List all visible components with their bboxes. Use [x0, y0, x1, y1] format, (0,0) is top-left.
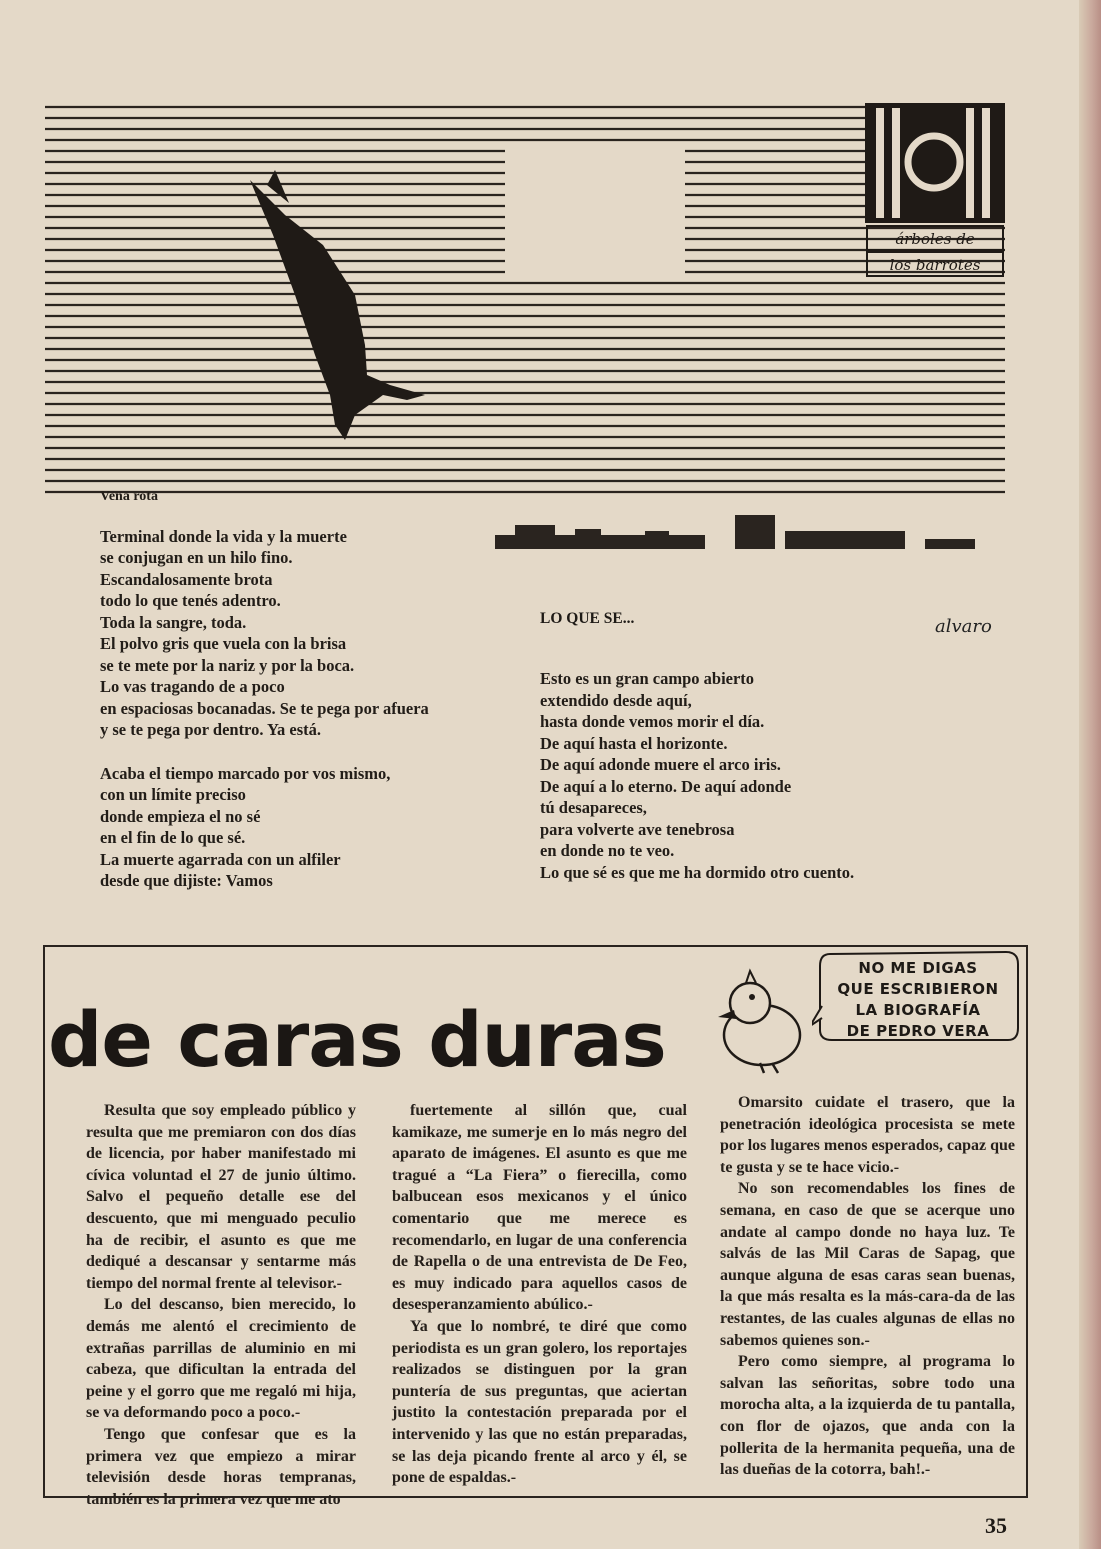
text-line: Escandalosamente brota [100, 569, 273, 589]
poem-title: Vena rota [100, 489, 158, 504]
text-line: en el fin de lo que sé. [100, 828, 246, 847]
poem-stanza-2 [100, 763, 530, 892]
text-line: La muerte agarrada con un alfiler [100, 849, 341, 869]
article-column-1 [86, 1100, 356, 1510]
text-line: Tengo que confesar que es la primera vez que empiezo a mirar televisión desde horas tempranas, también es la primera vez que me ato [86, 1425, 356, 1508]
poem2-lines [540, 668, 920, 883]
logo-line1: árboles de [895, 230, 975, 248]
text-line: Acaba el tiempo marcado por vos mismo, [100, 763, 391, 783]
text-line: tú desapareces, [540, 798, 647, 817]
poem2-title: LO QUE SE... [540, 610, 635, 627]
balloon-line: LA BIOGRAFÍA [855, 1001, 981, 1019]
text-line: desde que dijiste: Vamos [100, 871, 273, 890]
text-line: fuertemente al sillón que, cual kamikaze, me sumerje en lo más negro del aparato de imágenes. El asunto es que me tragué a “La Fiera” o fierecilla, como balbucean esos mexicanos y el único comentario que me merece es recomendarlo, en lugar de una conferencia de Rapella o de una entrevista de De Feo, es muy indicado para aquellos casos de desesperanzamiento abúlico.- [392, 1102, 687, 1314]
text-line: Resulta que soy empleado público y resulta que me premiaron con dos días de licencia, por haber manifestado mi cívica voluntad el 27 de junio último. Salvo el pequeño detalle ese del descuento, que mi menguado peculio ha de recibir, el asunto es que me dediqué a descansar y sentarme más tiempo del normal frente al televisor.- [86, 1102, 356, 1292]
text-line: Toda la sangre, toda. [100, 612, 247, 632]
text-line: Lo vas tragando de a poco [100, 677, 285, 696]
cartoon-bird-icon [712, 965, 812, 1075]
text-line: se conjugan en un hilo fino. [100, 548, 293, 567]
article-headline: de caras duras [48, 995, 666, 1084]
text-line: extendido desde aquí, [540, 690, 692, 710]
page-number: 35 [985, 1513, 1007, 1538]
text-line: en donde no te veo. [540, 841, 675, 860]
poem-vena-rota [100, 486, 530, 892]
text-line: Ya que lo nombré, te diré que como periodista es un gran golero, los reportajes realizados se distinguen por la gran puntería de sus preguntas, que aciertan justito la contestación preparada por el intervenido y las que no están preparadas, se las deja picando frente al arco y él, se pone de espaldas.- [392, 1317, 687, 1487]
poem-stanza-1 [100, 526, 530, 741]
poem-lo-que-se [540, 668, 920, 883]
text-line: Omarsito cuidate el trasero, que la penetración ideológica procesista se mete por los lugares menos esperados, capaz que te gusta y se te hace vicio.- [720, 1094, 1015, 1176]
text-line: Lo del descanso, bien merecido, lo demás me alentó el crecimiento de extrañas parrillas de aluminio en mi cabeza, que dificultan la entrada del peine y el gorro que me regaló mi hija, se va deformando poco a poco.- [86, 1296, 356, 1422]
text-line: De aquí a lo eterno. De aquí adonde [540, 776, 792, 796]
page-edge [1079, 0, 1101, 1549]
text-line: donde empieza el no sé [100, 806, 261, 826]
text-line: se te mete por la nariz y por la boca. [100, 655, 355, 675]
ship-icon [495, 515, 975, 549]
balloon-line: DE PEDRO VERA [846, 1022, 990, 1040]
logo-line2: los barrotes [889, 256, 981, 274]
artist-signature: alvaro [935, 616, 992, 637]
article-column-3 [720, 1092, 1015, 1481]
los-barrotes-logo [862, 100, 1008, 278]
text-line: en espaciosas bocanadas. Se te pega por afuera [100, 698, 429, 718]
text-line: para volverte ave tenebrosa [540, 819, 735, 839]
text-line: con un límite preciso [100, 785, 246, 804]
article-column-2 [392, 1100, 687, 1489]
text-line: Pero como siempre, al programa lo salvan las señoritas, sobre todo una morocha alta, a la izquierda de tu pantalla, con flor de ojazos, que anda con la pollerita de la hermanita pequeña, una de las dueñas de la cotorra, bah!.- [720, 1353, 1015, 1479]
text-line: Lo que sé es que me ha dormido otro cuento. [540, 862, 855, 882]
text-line: y se te pega por dentro. Ya está. [100, 720, 322, 739]
balloon-line: QUE ESCRIBIERON [837, 980, 999, 998]
text-line: hasta donde vemos morir el día. [540, 712, 765, 731]
balloon-line: NO ME DIGAS [858, 959, 978, 977]
balloon-text [818, 958, 1018, 1042]
text-line: Esto es un gran campo abierto [540, 669, 755, 688]
text-line: Terminal donde la vida y la muerte [100, 526, 347, 546]
text-line: El polvo gris que vuela con la brisa [100, 634, 347, 653]
text-line: De aquí hasta el horizonte. [540, 733, 728, 753]
text-line: No son recomendables los fines de semana, en caso de que se acerque uno andate al campo donde no haya luz. Te salvás de las Mil Caras de Sapag, que aunque alguna de esas caras sean buenas, la que más resalta es la más-cara-da de las restantes, de las cuales algunas de ellas no sabemos quienes son.- [720, 1180, 1015, 1349]
text-line: todo lo que tenés adentro. [100, 591, 281, 610]
text-line: De aquí adonde muere el arco iris. [540, 755, 781, 774]
